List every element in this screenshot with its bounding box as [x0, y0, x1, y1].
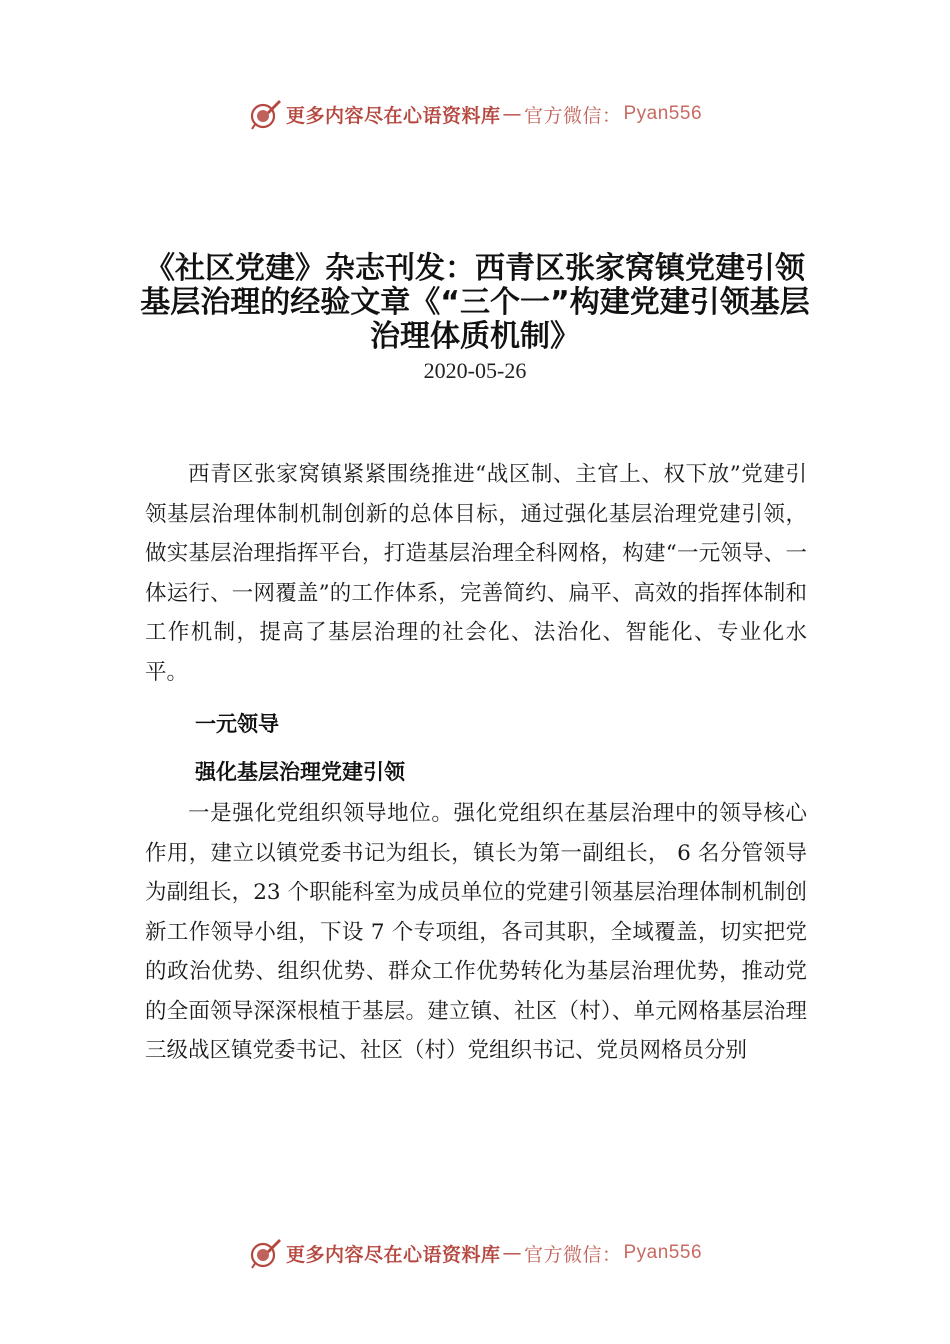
- watermark-separator: —: [502, 103, 522, 125]
- watermark-separator: —: [502, 1242, 522, 1264]
- document-title: 《社区党建》杂志刊发：西青区张家窝镇党建引领基层治理的经验文章《“三个一”构建党建引领基层治理体质机制》: [140, 251, 810, 354]
- article-body: [145, 455, 807, 1071]
- header-watermark: [0, 94, 950, 134]
- watermark-brand: 更多内容尽在心语资料库: [285, 104, 501, 127]
- intro-paragraph: 西青区张家窝镇紧紧围绕推进“战区制、主官上、权下放”党建引领基层治理体制机制创新的总体目标，通过强化基层治理党建引领，做实基层治理指挥平台，打造基层治理全科网格，构建“一元领导、一体运行、一网覆盖”的工作体系，完善简约、扁平、高效的指挥体制和工作机制，提高了基层治理的社会化、法治化、智能化、专业化水平。: [145, 462, 807, 685]
- watermark-brand: 更多内容尽在心语资料库: [285, 1243, 501, 1266]
- footer-watermark: [0, 1233, 950, 1273]
- section-heading: 一元领导: [195, 712, 279, 736]
- watermark-handle: Pyan556: [623, 1242, 703, 1263]
- section-paragraph: 一是强化党组织领导地位。强化党组织在基层治理中的领导核心作用，建立以镇党委书记为组长，镇长为第一副组长， 6 名分管领导为副组长，23 个职能科室为成员单位的党建引领基层治理体制机制创新工作领导小组，下设 7 个专项组，各司其职，全域覆盖，切实把党的政治优势、组织优势、群众工作优势转化为基层治理优势，推动党的全面领导深深根植于基层。建立镇、社区（村）、单元网格基层治理三级战区镇党委书记、社区（村）党组织书记、党员网格员分别: [145, 801, 807, 1063]
- watermark-handle: Pyan556: [623, 103, 703, 124]
- publish-date: 2020-05-26: [423, 358, 527, 383]
- watermark-wechat-label: 官方微信：: [523, 104, 622, 127]
- section-subheading: 强化基层治理党建引领: [195, 760, 405, 784]
- quill-seal-icon: [248, 1236, 282, 1270]
- quill-seal-icon: [248, 97, 282, 131]
- watermark-wechat-label: 官方微信：: [523, 1243, 622, 1266]
